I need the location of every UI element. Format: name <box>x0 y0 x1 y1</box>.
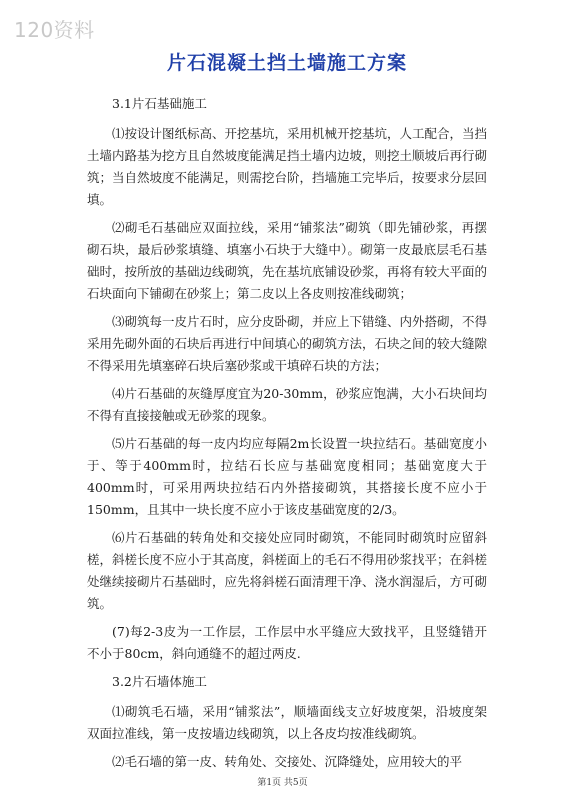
paragraph-3-2-1: ⑴砌筑毛石墙，采用“铺浆法”，顺墙面线支立好坡度架，沿坡度架双面拉准线，第一皮按墙边线砌筑，以上各皮均按准线砌筑。 <box>87 704 487 741</box>
paragraph-3-1-3: ⑶砌筑每一皮片石时，应分皮卧砌，并应上下错缝、内外搭砌，不得采用先砌外面的石块后再进行中间填心的砌筑方法，石块之间的较大缝隙不得采用先填塞碎石块后塞砂浆或干填碎石块的方法； <box>87 314 488 373</box>
section-heading-3-2: 3.2片石墙体施工 <box>112 674 207 689</box>
page-footer: 第1页 共5页 <box>257 778 308 788</box>
section-heading-3-1: 3.1片石基础施工 <box>112 96 207 111</box>
paragraph-3-1-4: ⑷片石基础的灰缝厚度宜为20-30mm，砂浆应饱满，大小石块间均不得有直接接触或无砂浆的现象。 <box>87 386 487 423</box>
paragraph-3-2-2: ⑵毛石墙的第一皮、转角处、交接处、沉降缝处，应用较大的平 <box>112 754 463 769</box>
paragraph-3-1-5: ⑸片石基础的每一皮内均应每隔2m长设置一块拉结石。基础宽度小于、等于400mm时，拉结石长应与基础宽度相同；基础宽度大于400mm时，可采用两块拉结石内外搭接砌筑，其搭接长度不应小于150mm，且其中一块长度不应小于该皮基础宽度的2/3。 <box>87 436 487 517</box>
paragraph-3-1-7: (7)每2-3皮为一工作层，工作层中水平缝应大致找平，且竖缝错开不小于80cm，斜向通缝不的超过两皮. <box>87 624 487 661</box>
watermark-logo: 120资料 <box>14 18 95 42</box>
paragraph-3-1-2: ⑵砌毛石基础应双面拉线，采用“铺浆法”砌筑（即先铺砂浆，再摆砌石块，最后砂浆填缝、填塞小石块于大缝中）。砌第一皮最底层毛石基础时，按所放的基础边线砌筑，先在基坑底铺设砂浆，再将有较大平面的石块面向下铺砌在砂浆上；第二皮以上各皮则按准线砌筑； <box>87 220 488 301</box>
paragraph-3-1-1: ⑴按设计图纸标高、开挖基坑，采用机械开挖基坑，人工配合，当挡土墙内路基为挖方且自然坡度能满足挡土墙内边坡，则挖土顺坡后再行砌筑；当自然坡度不能满足，则需挖台阶，挡墙施工完毕后，按要求分层回填。 <box>87 126 488 207</box>
document-title: 片石混凝土挡土墙施工方案 <box>166 52 407 74</box>
document-page <box>87 48 487 779</box>
paragraph-3-1-6: ⑹片石基础的转角处和交接处应同时砌筑，不能同时砌筑时应留斜槎，斜槎长度不应小于其高度，斜槎面上的毛石不得用砂浆找平；在斜槎处继续接砌片石基础时，应先将斜槎石面清理干净、浇水润湿后，方可砌筑。 <box>87 530 488 611</box>
